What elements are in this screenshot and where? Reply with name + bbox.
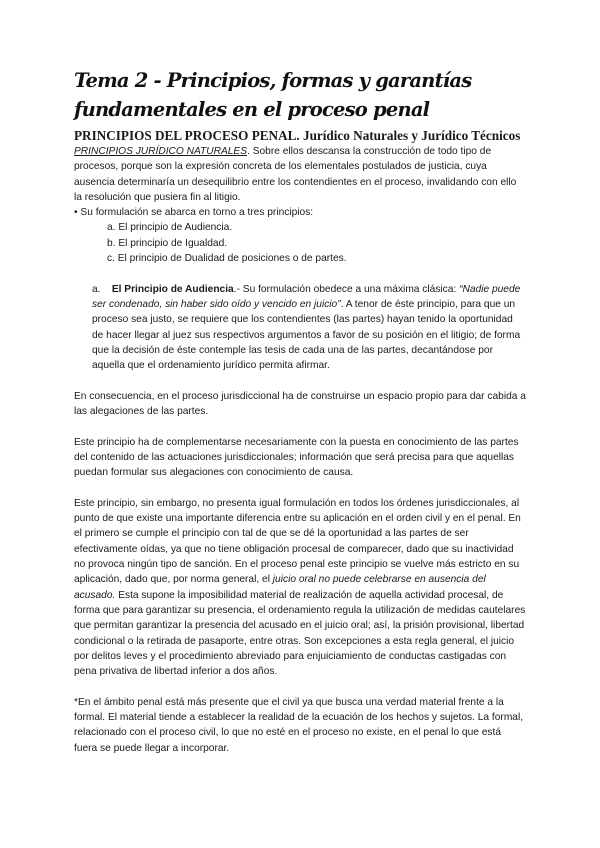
spacer xyxy=(74,373,526,388)
intro-paragraph xyxy=(74,144,526,205)
spacer xyxy=(74,266,526,281)
paragraph-complemento: Este principio ha de complementarse necesariamente con la puesta en conocimiento de las partes del contenido de las actuaciones jurisdiccionales; información que será precisa para que aquellas puedan formular sus alegaciones con conocimiento de causa. xyxy=(74,436,519,479)
intro-label: PRINCIPIOS JURÍDICO NATURALES xyxy=(74,146,248,157)
audiencia-marker: a. xyxy=(92,283,101,295)
audiencia-label: El Principio de Audiencia xyxy=(111,283,234,295)
document-title: Tema 2 - Principios, formas y garantías fundamentales en el proceso penal xyxy=(74,69,472,121)
principles-list xyxy=(74,220,526,266)
audiencia-paragraph xyxy=(74,282,526,374)
paragraph-nota-penal: *En el ámbito penal está más presente que el civil ya que busca una verdad material frente a la formal. El material tiende a establecer la realidad de la ecuación de los hechos y sujetos. La formal, relacionado con el proceso civil, lo que no esté en el proceso no existe, en el penal lo que está fuera se puede llegar a incorporar. xyxy=(74,696,524,754)
principle-item-dualidad: c. El principio de Dualidad de posiciones o de partes. xyxy=(107,253,347,265)
spacer xyxy=(74,481,526,496)
paragraph-consecuencia: En consecuencia, en el proceso jurisdiccional ha de construirse un espacio propio para dar cabida a las alegaciones de las partes. xyxy=(74,390,526,418)
formulacion-text-b: Esta supone la imposibilidad material de realización de aquella actividad procesal, de forma que para garantizar su presencia, el ordenamiento regula la utilización de medidas cautelares que permitan garantizar la presencia del acusado en el juicio oral; así, la prisión provisional, libertad condicional o la retirada de pasaporte, entre otras. Son excepciones a esta regla general, el juicio por delitos leves y el procedimiento abreviado para enjuiciamiento de conductas castigadas con pena privativa de libertad inferior a dos años. xyxy=(74,589,526,678)
principle-item-igualdad: b. El principio de Igualdad. xyxy=(107,237,228,249)
formulacion-italic: juicio oral no puede celebrarse en ausencia del acusado. xyxy=(74,574,486,601)
section-heading: PRINCIPIOS DEL PROCESO PENAL. Jurídico Naturales y Jurídico Técnicos xyxy=(74,128,521,143)
spacer xyxy=(74,679,526,694)
audiencia-text: . A tenor de éste principio, para que un proceso sea justo, se requiere que los contendientes (las partes) hayan tenido la oportunidad de hacer llegar al juez sus respectivos argumentos a favor de su posición en el litigio; de forma que la decisión de éste contemple las tesis de cada una de las partes, decantándose por aquella que el ordenamiento jurídico permita afirmar. xyxy=(92,298,521,372)
principles-bullet: • Su formulación se abarca en torno a tres principios: xyxy=(74,207,314,219)
intro-text: . Sobre ellos descansa la construcción de todo tipo de procesos, porque son la expresión concreta de los elementales postulados de justicia, cuya ausencia determinaría un desequilibrio entre los contendientes en el proceso, invalidando con ello la resolución que pusiera fin al litigio. xyxy=(74,146,517,203)
paragraph-formulacion xyxy=(74,496,526,680)
spacer xyxy=(74,419,526,434)
audiencia-quote: “Nadie puede ser condenado, sin haber sido oído y vencido en juicio” xyxy=(92,283,521,310)
principle-item-audiencia: a. El principio de Audiencia. xyxy=(107,222,233,234)
audiencia-lead: .- Su formulación obedece a una máxima clásica: xyxy=(233,283,460,295)
formulacion-text-a: Este principio, sin embargo, no presenta igual formulación en todos los órdenes jurisdiccionales, al punto de que existe una importante diferencia entre su aplicación en el orden civil y en el penal. En el primero se cumple el principio con tal de que se dé la oportunidad a las partes de ser efectivamente oídas, ya que no tiene obligación procesal de comparecer, dado que su inactividad no provoca ningún tipo de sanción. En el proceso penal este principio se vuelve más estricto en su aplicación, dado que, por norma general, el xyxy=(74,497,521,586)
